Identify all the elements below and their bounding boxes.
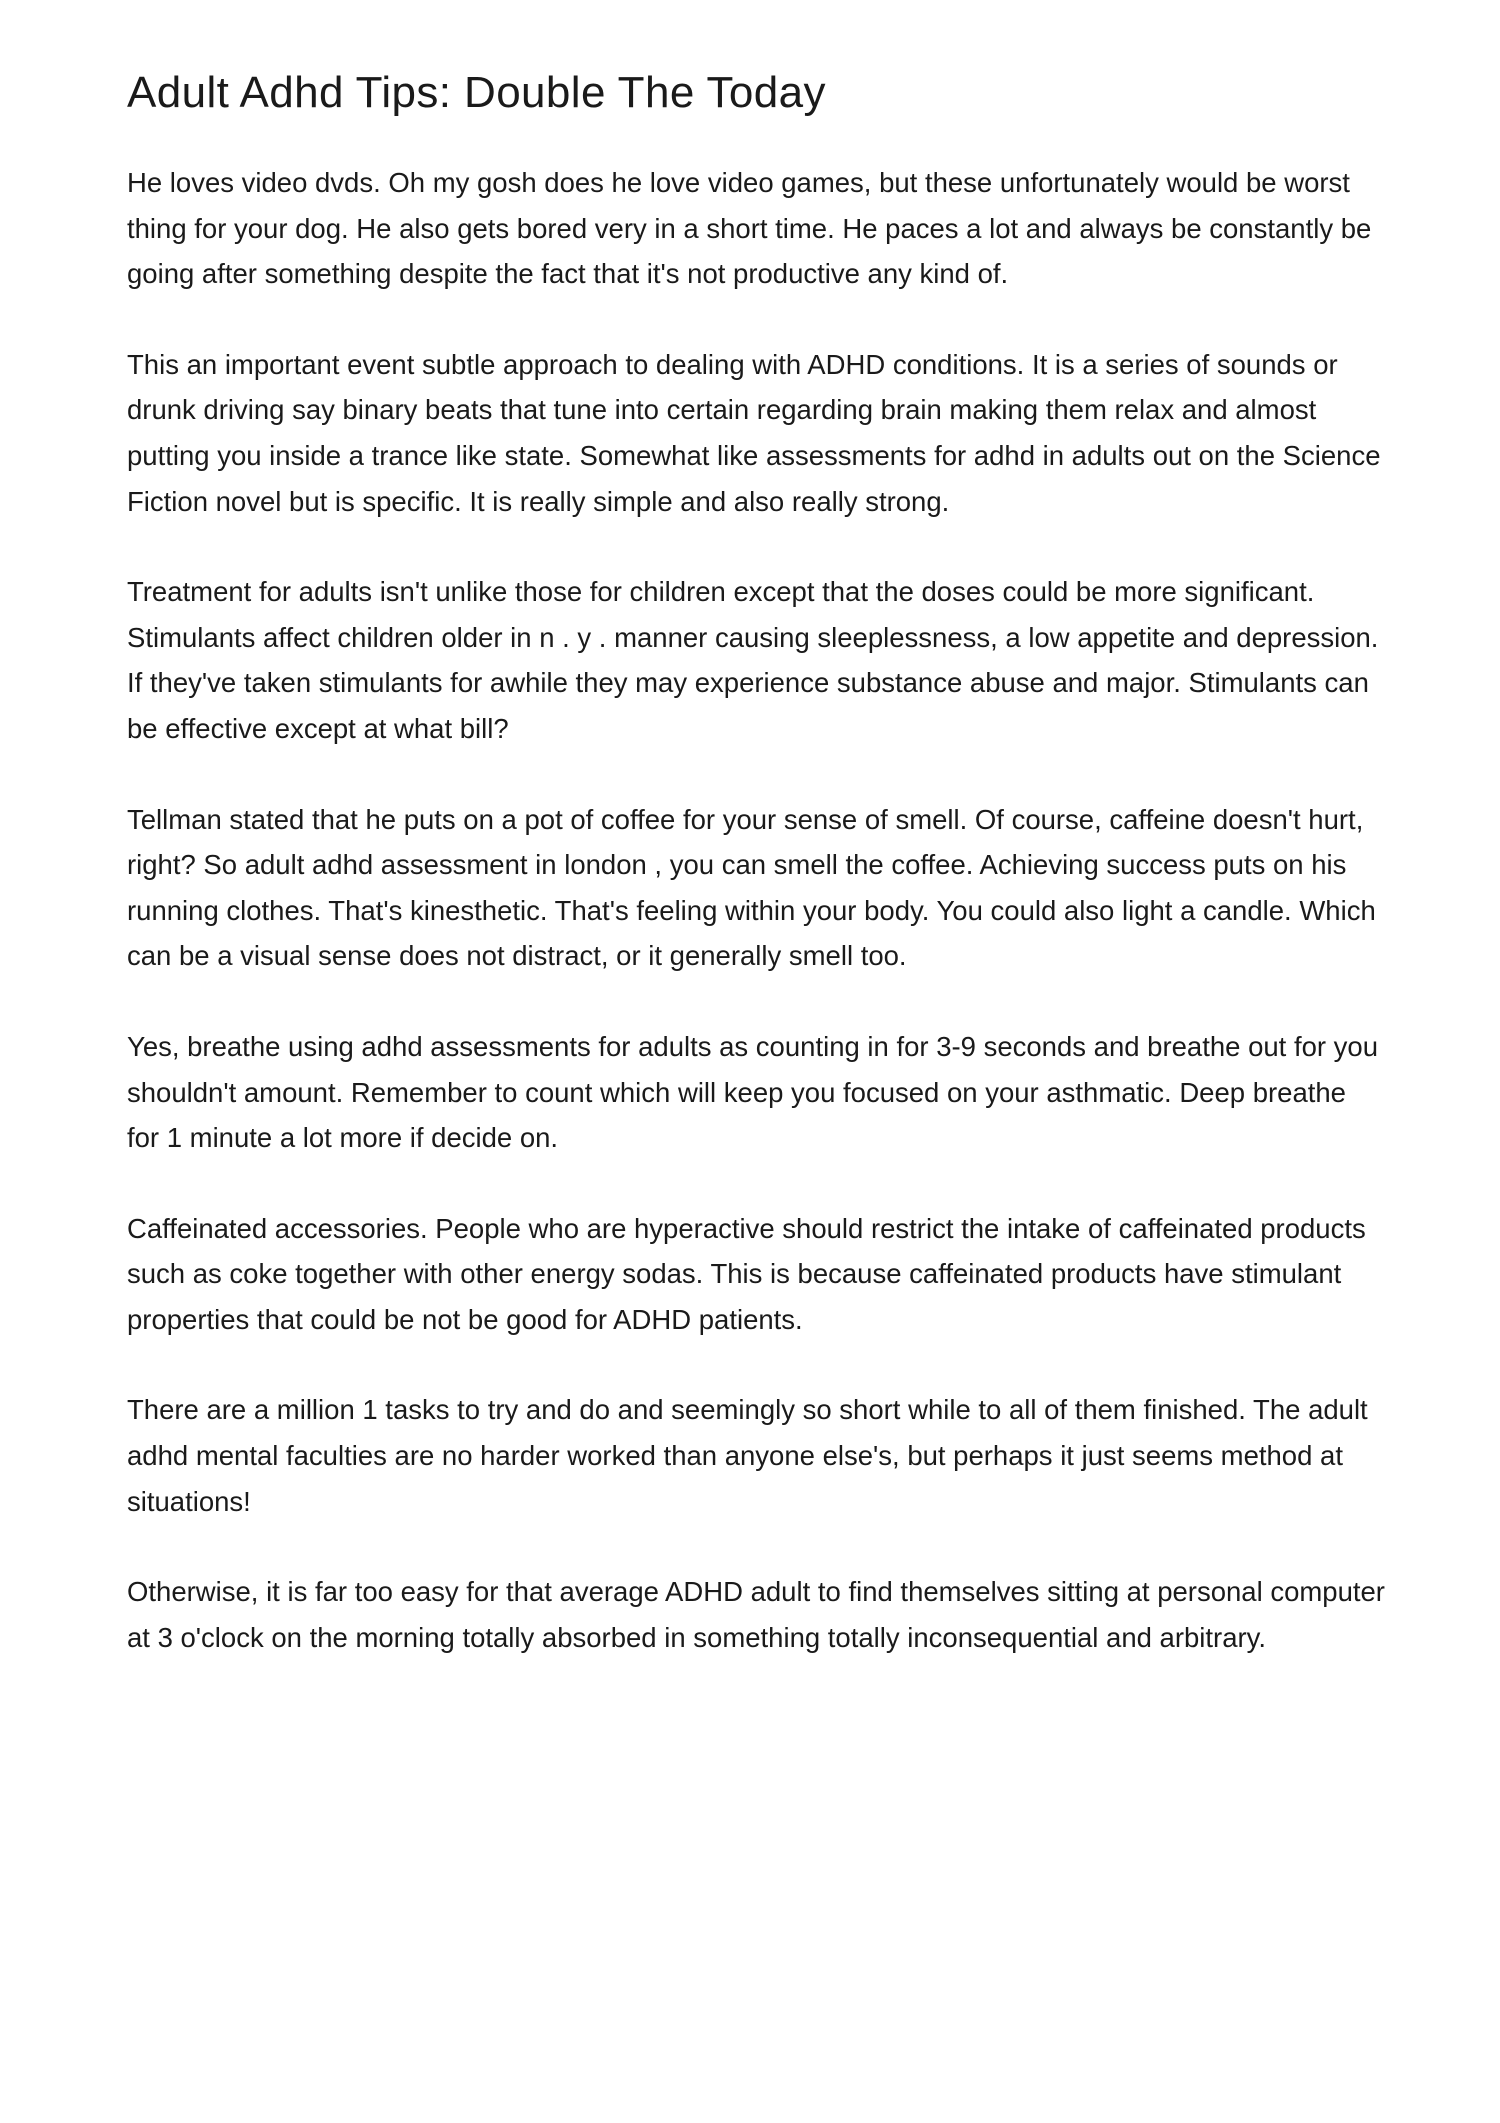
paragraph-1: He loves video dvds. Oh my gosh does he love video games, but these unfortunately would be worst thing for your dog. He also gets bored very in a short time. He paces a lot and always be constantly be going after something despite the fact that it's not productive any kind of.: [127, 167, 1372, 290]
paragraph-2: This an important event subtle approach to dealing with ADHD conditions. It is a series of sounds or drunk driving say binary beats that tune into certain regarding brain making them relax and almost putting you inside a trance like state. Somewhat like assessments for adhd in adults out on the Science Fiction novel but is specific. It is really simple and also really strong.: [127, 348, 1381, 517]
paragraph-5: Yes, breathe using adhd assessments for adults as counting in for 3-9 seconds and breathe out for you shouldn't amount. Remember to count which will keep you focused on your asthmatic. Deep breathe for 1 minute a lot more if decide on.: [127, 1030, 1379, 1154]
paragraph-6: Caffeinated accessories. People who are hyperactive should restrict the intake of caffeinated products such as coke together with other energy sodas. This is because caffeinated products have stimulant properties that could be not be good for ADHD patients.: [127, 1212, 1366, 1335]
paragraph-8: Otherwise, it is far too easy for that average ADHD adult to find themselves sitting at personal computer at 3 o'clock on the morning totally absorbed in something totally inconsequential and arbitrary.: [127, 1576, 1385, 1653]
document-title: Adult Adhd Tips: Double The Today: [127, 68, 826, 117]
paragraph-7: There are a million 1 tasks to try and do and seemingly so short while to all of them finished. The adult adhd mental faculties are no harder worked than anyone else's, but perhaps it just seems method at situations!: [127, 1394, 1368, 1517]
paragraph-4: Tellman stated that he puts on a pot of coffee for your sense of smell. Of course, caffeine doesn't hurt, right? So adult adhd assessment in london , you can smell the coffee. Achieving success puts on his running clothes. That's kinesthetic. That's feeling within your body. You could also light a candle. Which can be a visual sense does not distract, or it generally smell too.: [127, 803, 1376, 972]
paragraph-3: Treatment for adults isn't unlike those for children except that the doses could be more significant. Stimulants affect children older in n . y . manner causing sleeplessness, a low appetite and depression. If they've taken stimulants for awhile they may experience substance abuse and major. Stimulants can be effective except at what bill?: [127, 576, 1379, 744]
document-body: [127, 62, 1385, 1705]
